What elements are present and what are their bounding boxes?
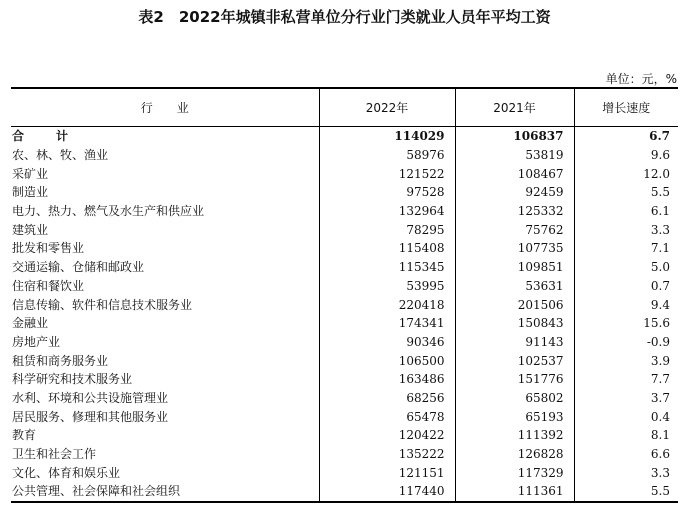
- wage-2021-cell: 106837: [455, 127, 574, 146]
- wage-2022-cell: 220418: [319, 295, 455, 314]
- table-row: [11, 482, 678, 502]
- industry-name-cell: 制造业: [12, 185, 49, 200]
- header-growth: 增长速度: [574, 88, 678, 127]
- table-title: 表2 2022年城镇非私营单位分行业门类就业人员年平均工资: [138, 8, 551, 26]
- industry-name-cell: 住宿和餐饮业: [12, 278, 85, 293]
- wage-2022-cell: 90346: [319, 333, 455, 352]
- industry-name-cell: 建筑业: [12, 222, 49, 237]
- wage-2022-cell: 114029: [319, 127, 455, 146]
- growth-rate-cell: 5.5: [574, 482, 678, 502]
- wage-2021-cell: 65802: [455, 389, 574, 408]
- total-row: [11, 127, 678, 146]
- table-row: [11, 202, 678, 221]
- header-row: [11, 88, 678, 127]
- industry-name-cell: 居民服务、修理和其他服务业: [12, 409, 169, 424]
- wage-2022-cell: 135222: [319, 445, 455, 464]
- growth-rate-cell: 7.1: [574, 239, 678, 258]
- wage-2022-cell: 97528: [319, 183, 455, 202]
- industry-name-cell: 卫生和社会工作: [12, 447, 97, 462]
- growth-rate-cell: 5.5: [574, 183, 678, 202]
- wage-2021-cell: 53631: [455, 277, 574, 296]
- wage-2022-cell: 65478: [319, 407, 455, 426]
- wage-2022-cell: 163486: [319, 370, 455, 389]
- wage-2022-cell: 120422: [319, 426, 455, 445]
- growth-rate-cell: 6.7: [574, 127, 678, 146]
- growth-rate-cell: 9.4: [574, 295, 678, 314]
- wage-2021-cell: 92459: [455, 183, 574, 202]
- table-row: [11, 146, 678, 165]
- wage-2022-cell: 78295: [319, 220, 455, 239]
- wage-2021-cell: 107735: [455, 239, 574, 258]
- wage-2022-cell: 132964: [319, 202, 455, 221]
- wage-2021-cell: 125332: [455, 202, 574, 221]
- growth-rate-cell: 7.7: [574, 370, 678, 389]
- growth-rate-cell: 6.1: [574, 202, 678, 221]
- industry-name-cell: 电力、热力、燃气及水生产和供应业: [12, 204, 205, 219]
- wage-2022-cell: 121522: [319, 164, 455, 183]
- wage-2022-cell: 106500: [319, 351, 455, 370]
- table-row: [11, 239, 678, 258]
- wage-2021-cell: 126828: [455, 445, 574, 464]
- growth-rate-cell: 12.0: [574, 164, 678, 183]
- table-row: [11, 314, 678, 333]
- wage-2022-cell: 115408: [319, 239, 455, 258]
- growth-rate-cell: 3.3: [574, 463, 678, 482]
- growth-rate-cell: 8.1: [574, 426, 678, 445]
- wage-2022-cell: 53995: [319, 277, 455, 296]
- table-row: [11, 445, 678, 464]
- wage-2022-cell: 174341: [319, 314, 455, 333]
- table-row: [11, 370, 678, 389]
- wage-2021-cell: 111361: [455, 482, 574, 502]
- table-row: [11, 351, 678, 370]
- table-row: [11, 258, 678, 277]
- wage-2021-cell: 53819: [455, 146, 574, 165]
- wage-2022-cell: 68256: [319, 389, 455, 408]
- industry-name-cell: 水利、环境和公共设施管理业: [12, 390, 169, 405]
- table-row: [11, 295, 678, 314]
- wage-2021-cell: 102537: [455, 351, 574, 370]
- wage-2022-cell: 117440: [319, 482, 455, 502]
- industry-name-cell: 公共管理、社会保障和社会组织: [12, 484, 181, 499]
- industry-name-cell: 交通运输、仓储和邮政业: [12, 260, 145, 275]
- wage-2021-cell: 75762: [455, 220, 574, 239]
- industry-name-cell: 科学研究和技术服务业: [12, 372, 133, 387]
- wage-2022-cell: 115345: [319, 258, 455, 277]
- wage-2022-cell: 121151: [319, 463, 455, 482]
- growth-rate-cell: 6.6: [574, 445, 678, 464]
- wage-2021-cell: 108467: [455, 164, 574, 183]
- header-industry: 行 业: [11, 88, 319, 127]
- wage-2021-cell: 111392: [455, 426, 574, 445]
- wage-2021-cell: 117329: [455, 463, 574, 482]
- table-row: [11, 426, 678, 445]
- wage-2021-cell: 91143: [455, 333, 574, 352]
- industry-name-cell: 采矿业: [12, 166, 49, 181]
- wage-2022-cell: 58976: [319, 146, 455, 165]
- wage-table: [11, 87, 678, 503]
- growth-rate-cell: 5.0: [574, 258, 678, 277]
- growth-rate-cell: 3.3: [574, 220, 678, 239]
- table-row: [11, 333, 678, 352]
- wage-2021-cell: 65193: [455, 407, 574, 426]
- unit-label: 单位：元，%: [605, 72, 677, 86]
- growth-rate-cell: -0.9: [574, 333, 678, 352]
- growth-rate-cell: 3.9: [574, 351, 678, 370]
- header-2021: 2021年: [455, 88, 574, 127]
- table-row: [11, 164, 678, 183]
- header-2022: 2022年: [319, 88, 455, 127]
- wage-2021-cell: 201506: [455, 295, 574, 314]
- industry-name-cell: 信息传输、软件和信息技术服务业: [12, 297, 193, 312]
- table-row: [11, 277, 678, 296]
- growth-rate-cell: 15.6: [574, 314, 678, 333]
- table-row: [11, 463, 678, 482]
- wage-2021-cell: 150843: [455, 314, 574, 333]
- industry-name-cell: 农、林、牧、渔业: [12, 148, 109, 163]
- wage-2021-cell: 151776: [455, 370, 574, 389]
- table-body: [11, 127, 678, 502]
- table-row: [11, 183, 678, 202]
- wage-2021-cell: 109851: [455, 258, 574, 277]
- table-row: [11, 389, 678, 408]
- industry-name-cell: 批发和零售业: [12, 241, 85, 256]
- table-row: [11, 220, 678, 239]
- industry-name-cell: 租赁和商务服务业: [12, 353, 109, 368]
- industry-name-cell: 教育: [12, 428, 37, 443]
- growth-rate-cell: 0.4: [574, 407, 678, 426]
- industry-name-cell: 房地产业: [12, 334, 61, 349]
- industry-name-cell: 文化、体育和娱乐业: [12, 465, 121, 480]
- growth-rate-cell: 0.7: [574, 277, 678, 296]
- table-row: [11, 407, 678, 426]
- growth-rate-cell: 3.7: [574, 389, 678, 408]
- industry-name-cell: 合 计: [12, 129, 79, 144]
- industry-name-cell: 金融业: [12, 316, 49, 331]
- growth-rate-cell: 9.6: [574, 146, 678, 165]
